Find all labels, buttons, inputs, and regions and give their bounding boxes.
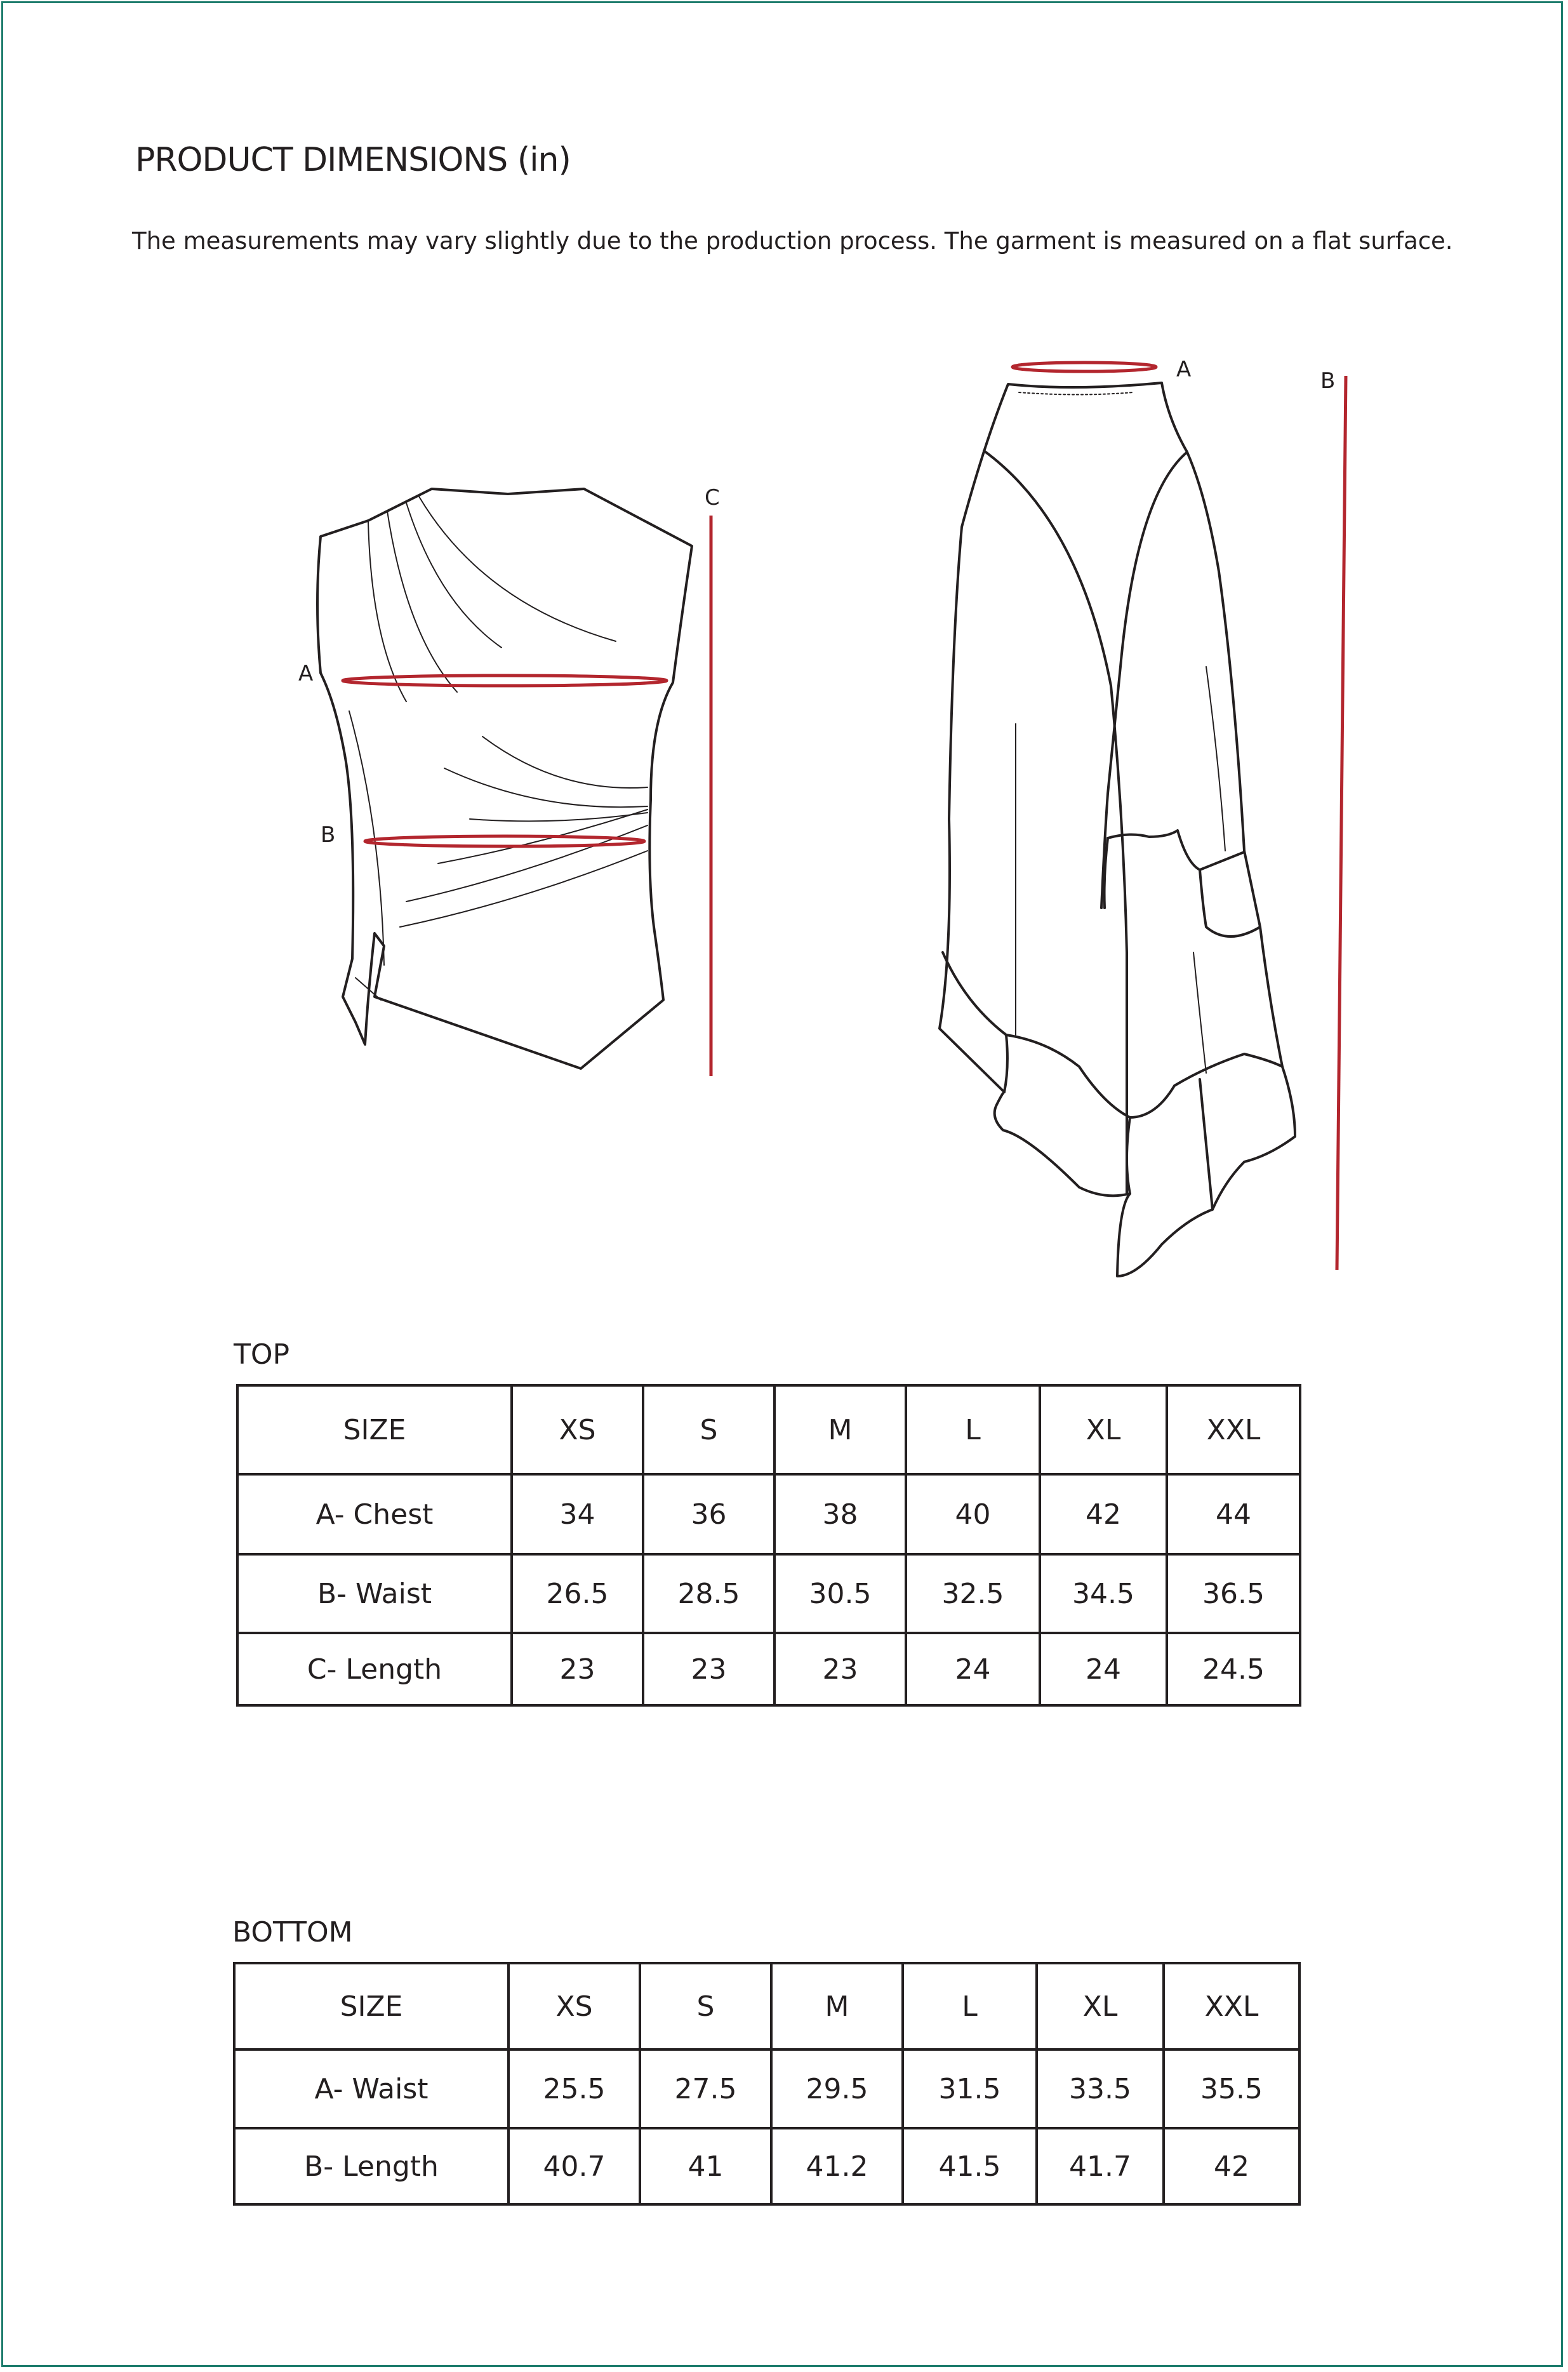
row-label: A- Waist — [234, 2049, 508, 2128]
bottom-label-a: A — [1176, 357, 1192, 382]
table-cell: 42 — [1040, 1474, 1167, 1554]
table-cell: 41.2 — [771, 2128, 903, 2204]
header-cell: XL — [1040, 1385, 1167, 1474]
skirt-flounce — [1105, 838, 1260, 936]
header-cell: M — [774, 1385, 906, 1474]
page-title: PRODUCT DIMENSIONS (in) — [135, 141, 571, 179]
table-cell: 35.5 — [1164, 2049, 1299, 2128]
table-cell: 36.5 — [1167, 1554, 1300, 1633]
table-cell: 30.5 — [774, 1554, 906, 1633]
header-cell: M — [771, 1963, 903, 2049]
row-label: A- Chest — [237, 1474, 512, 1554]
row-label: C- Length — [237, 1633, 512, 1705]
table-cell: 40.7 — [508, 2128, 640, 2204]
measurement-note: The measurements may vary slightly due to the production process. The garment is measured on a flat surface. — [132, 227, 1453, 255]
table-cell: 38 — [774, 1474, 906, 1554]
table-cell: 41.7 — [1037, 2128, 1164, 2204]
table-row — [237, 1633, 1300, 1705]
header-cell: L — [903, 1963, 1037, 2049]
top-label-c: C — [705, 485, 720, 510]
table-cell: 41.5 — [903, 2128, 1037, 2204]
row-label: B- Waist — [237, 1554, 512, 1633]
top-table-caption: TOP — [234, 1338, 290, 1371]
table-row — [234, 2049, 1299, 2128]
bottom-size-table — [233, 1962, 1301, 2206]
skirt-outline — [940, 383, 1295, 1276]
bottom-length-measure — [1337, 376, 1346, 1270]
skirt-flounce — [943, 952, 1007, 1092]
top-label-a: A — [298, 661, 314, 686]
table-cell: 29.5 — [771, 2049, 903, 2128]
skirt-waistband — [1019, 392, 1133, 395]
table-cell: 24 — [1040, 1633, 1167, 1705]
top-label-b: B — [321, 822, 336, 848]
table-cell: 24.5 — [1167, 1633, 1300, 1705]
table-cell: 25.5 — [508, 2049, 640, 2128]
table-cell: 34 — [512, 1474, 643, 1554]
header-cell: SIZE — [237, 1385, 512, 1474]
top-table-header-row — [237, 1385, 1300, 1474]
header-cell: XS — [508, 1963, 640, 2049]
table-cell: 40 — [906, 1474, 1040, 1554]
bottom-table-header-row — [234, 1963, 1299, 2049]
table-row — [237, 1554, 1300, 1633]
table-cell: 28.5 — [643, 1554, 774, 1633]
table-cell: 44 — [1167, 1474, 1300, 1554]
table-row — [234, 2128, 1299, 2204]
table-cell: 36 — [643, 1474, 774, 1554]
table-cell: 23 — [774, 1633, 906, 1705]
table-cell: 41 — [640, 2128, 771, 2204]
table-cell: 23 — [643, 1633, 774, 1705]
header-cell: L — [906, 1385, 1040, 1474]
bottom-table-caption: BOTTOM — [232, 1916, 353, 1949]
header-cell: XXL — [1164, 1963, 1299, 2049]
skirt-fold — [1206, 667, 1225, 851]
skirt-flounce — [1127, 1079, 1213, 1209]
header-cell: XS — [512, 1385, 643, 1474]
table-cell: 24 — [906, 1633, 1040, 1705]
table-cell: 26.5 — [512, 1554, 643, 1633]
header-cell: XL — [1037, 1963, 1164, 2049]
table-cell: 33.5 — [1037, 2049, 1164, 2128]
table-cell: 32.5 — [906, 1554, 1040, 1633]
table-cell: 31.5 — [903, 2049, 1037, 2128]
table-cell: 27.5 — [640, 2049, 771, 2128]
header-cell: S — [640, 1963, 771, 2049]
header-cell: SIZE — [234, 1963, 508, 2049]
header-cell: XXL — [1167, 1385, 1300, 1474]
table-cell: 23 — [512, 1633, 643, 1705]
skirt-panel — [1101, 452, 1187, 908]
top-size-table — [236, 1384, 1301, 1707]
skirt-fold — [1193, 952, 1206, 1073]
bottom-waist-measure — [1013, 363, 1156, 371]
table-cell: 42 — [1164, 2128, 1299, 2204]
skirt-flounce — [1006, 1035, 1282, 1117]
header-cell: S — [643, 1385, 774, 1474]
row-label: B- Length — [234, 2128, 508, 2204]
table-row — [237, 1474, 1300, 1554]
table-cell: 34.5 — [1040, 1554, 1167, 1633]
bottom-label-b: B — [1320, 368, 1336, 394]
